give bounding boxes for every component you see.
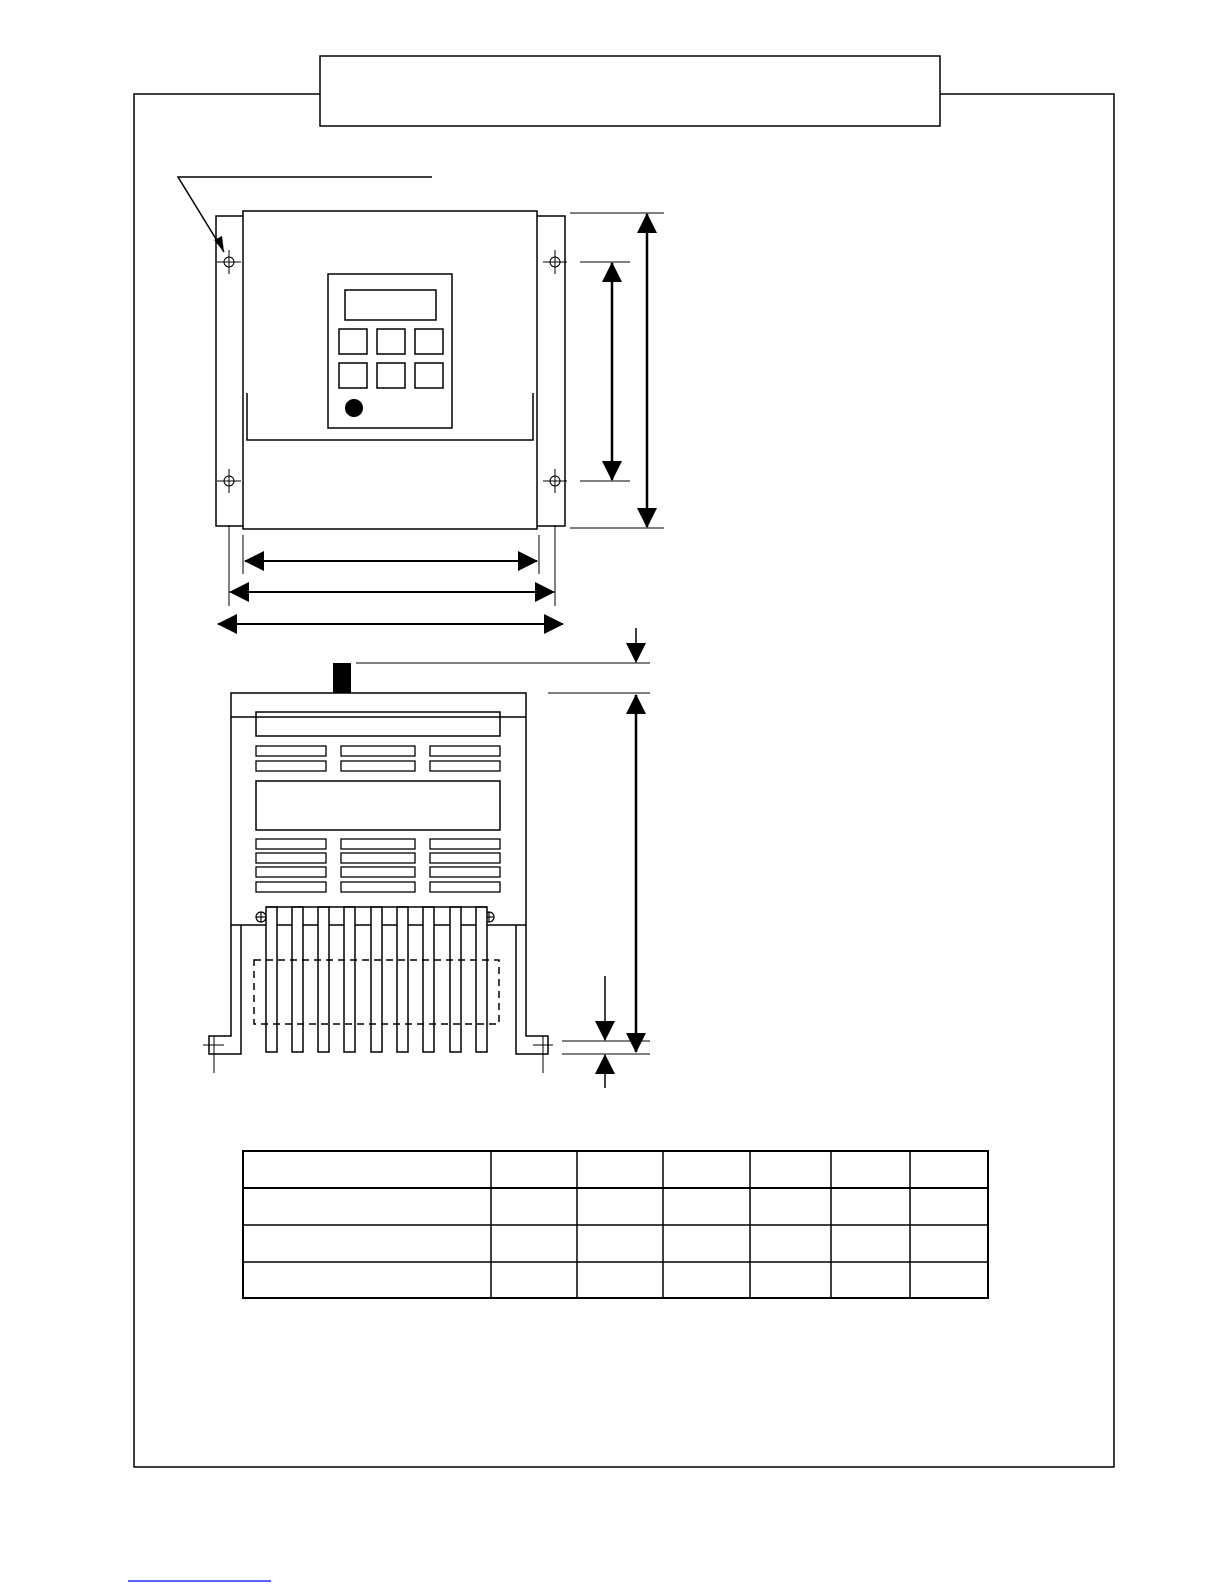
title-box	[320, 56, 940, 126]
side-view	[203, 628, 650, 1088]
dimension-table	[243, 1151, 988, 1298]
top-connector	[333, 663, 351, 693]
keypad-knob	[345, 399, 363, 417]
right-foot	[516, 925, 548, 1054]
left-foot	[209, 925, 241, 1054]
side-body	[231, 693, 526, 925]
heatsink-fins	[266, 907, 487, 1052]
front-view	[178, 177, 664, 624]
